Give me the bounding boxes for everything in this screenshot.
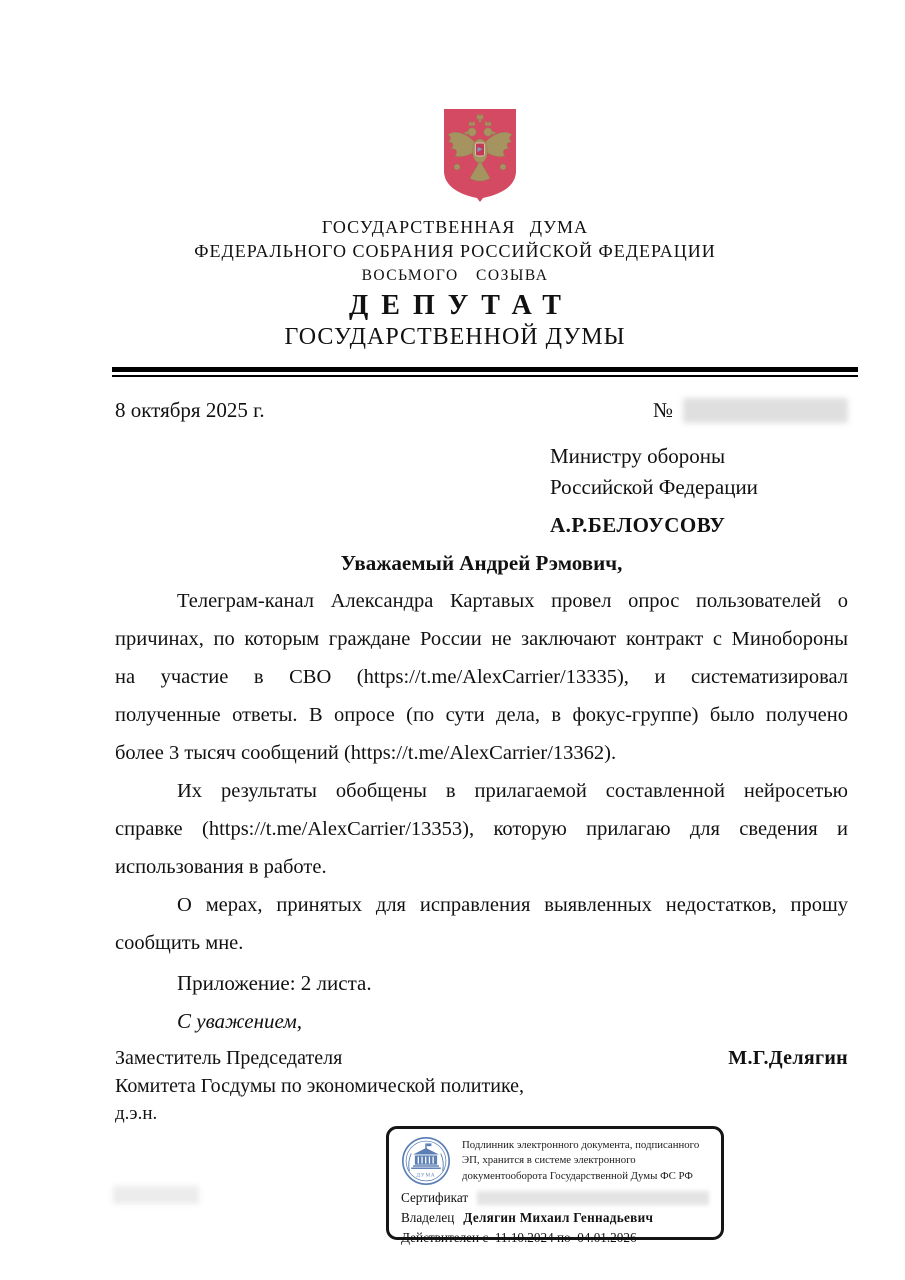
recipient-block [550, 441, 758, 541]
body-line: на участие в СВО (https://t.me/AlexCarrier/13335), и систематизировал [115, 666, 848, 688]
number-label: № [652, 398, 673, 422]
signature-block [115, 1044, 848, 1128]
date-number-row [115, 398, 848, 423]
body-line: причинах, по которым граждане России не заключают контракт с Минобороны [115, 628, 848, 650]
owner-label: Владелец [401, 1209, 455, 1225]
russian-coat-of-arms-icon [442, 107, 518, 203]
redacted-letter-number [683, 398, 848, 423]
validity-row: Действителен с 11.10.2024 по 04.01.2026 [401, 1229, 637, 1245]
salutation: Уважаемый Андрей Рэмович, [340, 551, 623, 575]
recipient-line1: Министру обороны [550, 444, 726, 468]
owner-name: Делягин Михаил Геннадьевич [463, 1209, 654, 1225]
signature-row [115, 1044, 848, 1072]
recipient-line2: Российской Федерации [550, 475, 758, 499]
stamp-header-row [401, 1136, 709, 1186]
signer-degree: д.э.н. [115, 1103, 158, 1124]
org-convocation: ВОСЬМОГО СОЗЫВА [361, 267, 549, 284]
org-name-line2: ФЕДЕРАЛЬНОГО СОБРАНИЯ РОССИЙСКОЙ ФЕДЕРАЦИИ [194, 241, 716, 261]
deputy-subtitle: ГОСУДАРСТВЕННОЙ ДУМЫ [284, 324, 626, 350]
divider-thin-line [112, 375, 858, 377]
redacted-note [113, 1186, 199, 1204]
letter-number-group [653, 398, 848, 423]
letterhead-title-block [60, 292, 850, 349]
deputy-title: ДЕПУТАТ [349, 290, 574, 321]
duma-emblem-icon [401, 1136, 451, 1186]
org-name-line1: ГОСУДАРСТВЕННАЯ ДУМА [321, 217, 589, 237]
body-line: Телеграм-канал Александра Картавых провел опрос пользователей о [177, 590, 848, 612]
redacted-certificate-value [477, 1191, 709, 1205]
divider-thick-line [112, 367, 858, 372]
signer-position-line2: Комитета Госдумы по экономической политике, [115, 1075, 525, 1097]
certificate-label: Сертификат [401, 1190, 469, 1205]
closing-phrase: С уважением, [177, 1009, 302, 1033]
stamp-statement-line3: документооборота Государственной Думы ФС РФ [462, 1169, 693, 1182]
signer-position-line1: Заместитель Председателя [115, 1047, 343, 1069]
stamp-statement [462, 1138, 699, 1184]
body-line: полученные ответы. В опросе (по сути дела, в фокус-группе) было получено [115, 704, 848, 726]
stamp-statement-line2: ЭП, хранится в системе электронного [462, 1154, 636, 1167]
letter-date: 8 октября 2025 г. [115, 398, 265, 422]
body-line: Их результаты обобщены в прилагаемой составленной нейросетью [177, 780, 848, 802]
letterhead-org-block [60, 218, 850, 284]
body-line: использования в работе. [115, 856, 327, 878]
electronic-signature-stamp [386, 1126, 724, 1245]
body-line: более 3 тысяч сообщений (https://t.me/AlexCarrier/13362). [115, 742, 617, 764]
letter-body [115, 582, 848, 962]
body-line: сообщить мне. [115, 932, 244, 954]
duma-emblem-text: ДУМА [416, 1172, 436, 1179]
signer-name: М.Г.Делягин [728, 1047, 848, 1069]
letterhead-divider [112, 367, 858, 377]
body-line: О мерах, принятых для исправления выявленных недостатков, прошу [177, 894, 848, 916]
attachment-note: Приложение: 2 листа. [177, 971, 372, 995]
stamp-statement-line1: Подлинник электронного документа, подписанного [462, 1139, 700, 1151]
certificate-row [401, 1190, 709, 1206]
body-line: справке (https://t.me/AlexCarrier/13353), которую прилагаю для сведения и [115, 818, 848, 840]
owner-row [401, 1210, 709, 1226]
recipient-name: А.Р.БЕЛОУСОВУ [550, 513, 726, 537]
